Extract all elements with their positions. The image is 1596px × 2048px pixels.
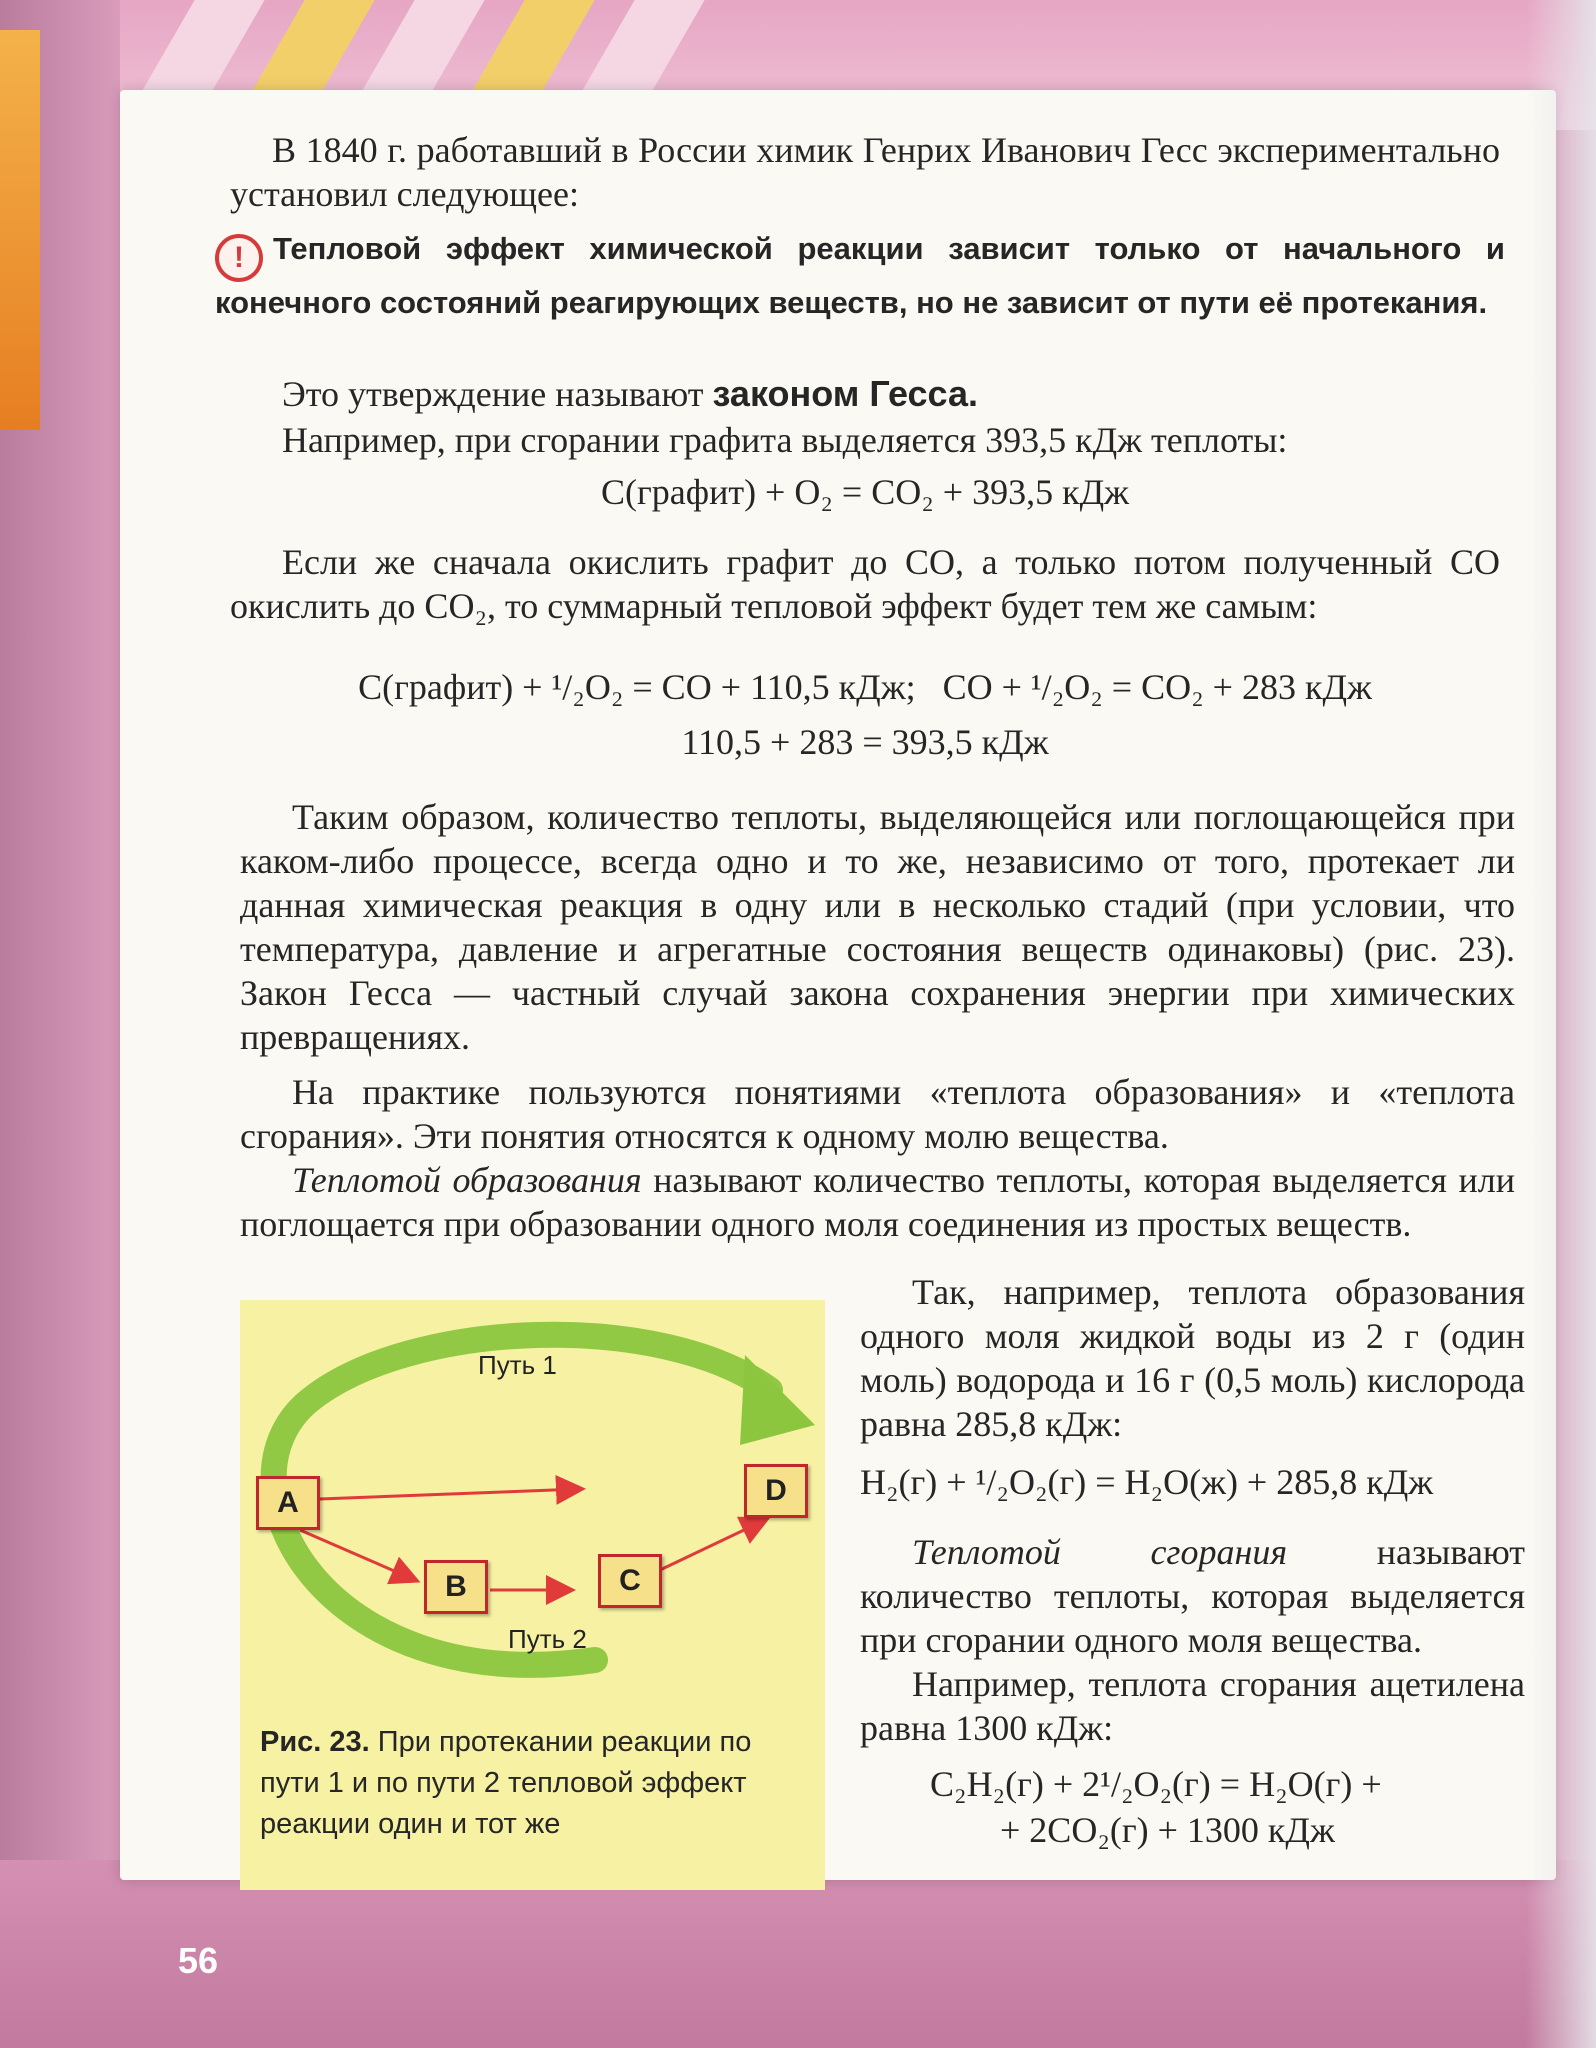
equation-acetylene-line1: C₂H₂(г) + 2¹/₂O₂(г) = H₂O(г) + [930,1764,1382,1804]
equation-graphite: C(графит) + O₂ = CO₂ + 393,5 кДж [601,472,1129,512]
conclusion-paragraph: Таким образом, количество теплоты, выделяющейся или поглощающейся при каком-либо процессе, всегда одно и то же, независимо от того, протекает ли данная химическая реакция в одну или в несколько стадий (при условии, что температура, давление и агрегатные состояния веществ одинаковы) (рис. 23). Закон Гесса — частный случай закона сохранения энергии при химических превращениях. [240,797,1515,1057]
law-statement-prefix: Это утверждение называют [282,374,704,414]
edge-a-d [320,1489,580,1499]
node-b: B [424,1560,488,1614]
example-intro: Например, при сгорании графита выделяется 393,5 кДж теплоты: [282,420,1288,460]
formation-term: Теплотой образования [292,1160,642,1200]
formation-def-text: называют количество теплоты, которая выделяется или поглощается при образовании одного моля соединения из простых веществ. [240,1160,1515,1244]
rule-box [215,228,1505,323]
chapter-tab [0,30,40,430]
combustion-def-text: называют количество теплоты, которая выделяется при сгорании одного моля вещества. [860,1532,1526,1660]
path1-label: Путь 1 [478,1350,557,1380]
path2-label: Путь 2 [508,1624,587,1654]
combustion-example: Например, теплота сгорания ацетилена равна 1300 кДж: [860,1664,1525,1748]
green-arrowhead [740,1355,815,1445]
law-name: законом Гесса. [712,373,979,414]
combustion-definition [860,1530,1525,1662]
hess-rule-text: Тепловой эффект химической реакции зависит только от начального и конечного состояний реагирующих веществ, но не зависит от пути её протекания. [215,231,1505,320]
page-number: 56 [178,1940,219,1981]
intro-paragraph: В 1840 г. работавший в России химик Генрих Иванович Гесс экспериментально установил следующее: [230,130,1500,214]
page-curl-shadow [1526,0,1596,2048]
formation-definition [240,1158,1515,1246]
caption-text: При протекании реакции по пути 1 и по пути 2 тепловой эффект реакции один и тот же [260,1726,752,1840]
equation-sum: 110,5 + 283 = 393,5 кДж [681,722,1049,762]
node-c: C [598,1554,662,1608]
node-d: D [744,1464,808,1518]
edge-c-d [660,1520,765,1570]
equation-water: H₂(г) + ¹/₂O₂(г) = H₂O(ж) + 285,8 кДж [860,1462,1434,1502]
two-step-paragraph: Если же сначала окислить графит до CO, а только потом полученный CO окислить до CO₂, то суммарный тепловой эффект будет тем же самым: [230,542,1500,626]
caption-label: Рис. 23. [260,1726,370,1758]
law-statement [230,372,1500,416]
node-a: A [256,1476,320,1530]
green-arc-arrow [274,1335,770,1665]
equation-two-step: C(графит) + ¹/₂O₂ = CO + 110,5 кДж; CO + ¹/₂O₂ = CO₂ + 283 кДж [358,667,1372,707]
practice-paragraph: На практике пользуются понятиями «теплота образования» и «теплота сгорания». Эти понятия относятся к одному молю вещества. [240,1072,1515,1156]
figure-caption [260,1722,800,1845]
combustion-term: Теплотой сгорания [912,1532,1288,1572]
formation-example: Так, например, теплота образования одного моля жидкой воды из 2 г (один моль) водорода и 16 г (0,5 моль) кислорода равна 285,8 кДж: [860,1272,1525,1444]
equation-acetylene-line2: + 2CO₂(г) + 1300 кДж [1000,1810,1335,1850]
exclamation-icon: ! [215,234,263,282]
